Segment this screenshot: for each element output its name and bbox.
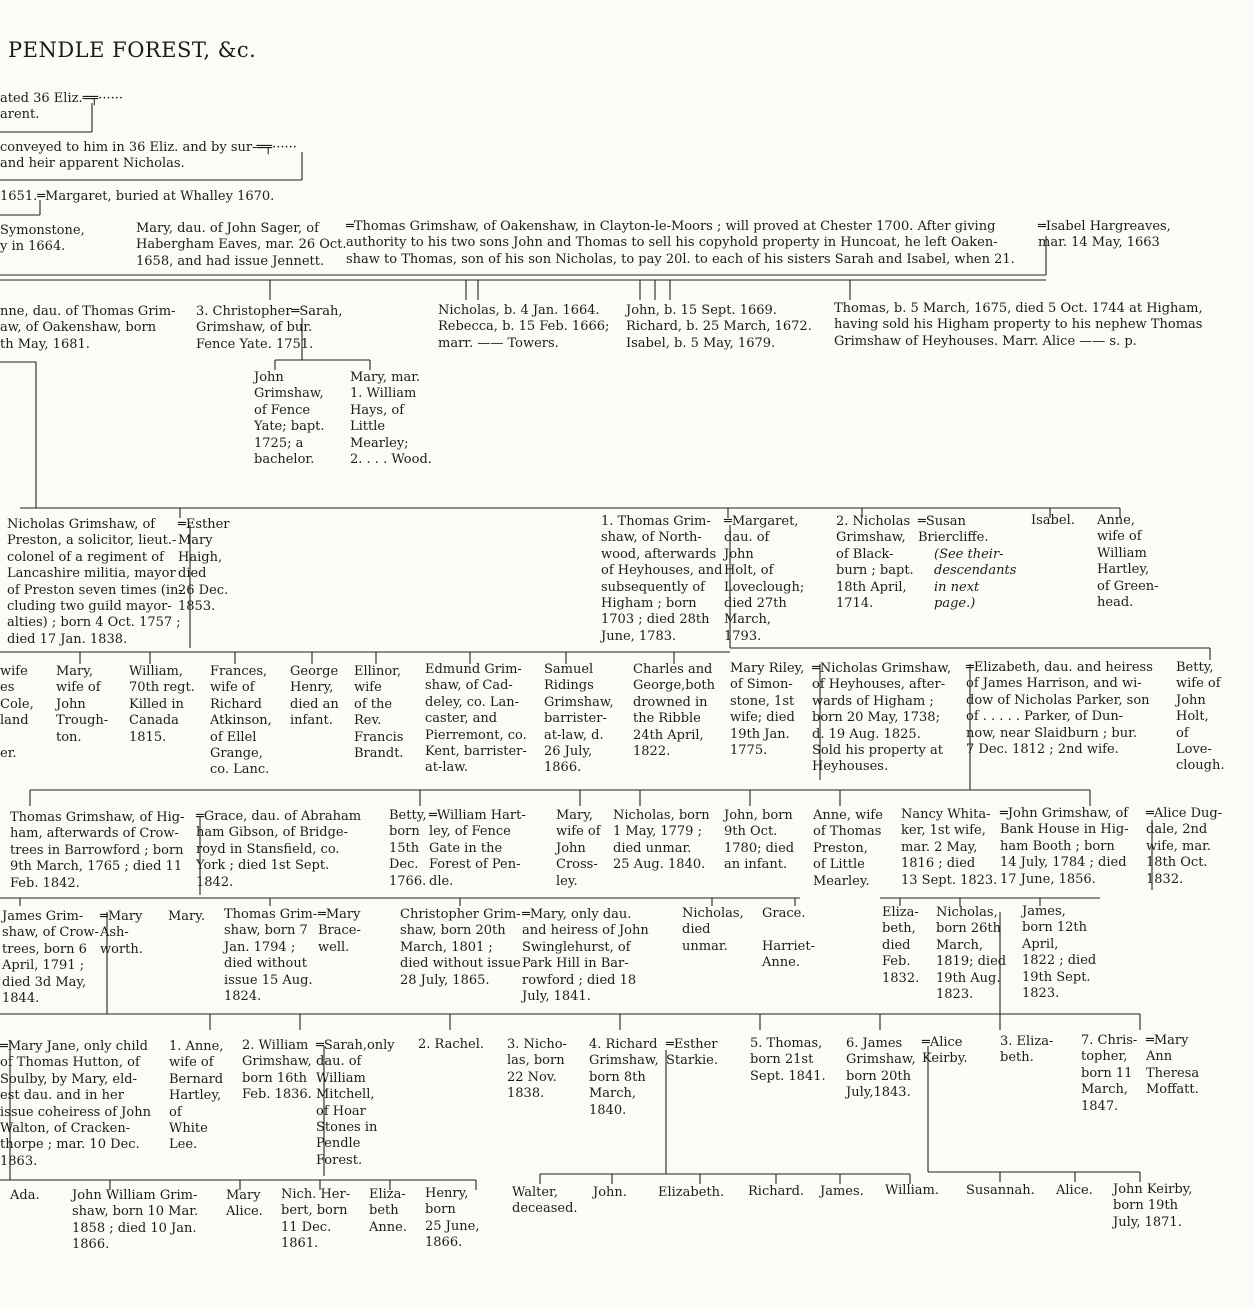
entry-richard-1840: 4. Richard Grimshaw, born 8th March, 1840.: [589, 1037, 659, 1118]
entry-mary-ann-moffatt: ═Mary Ann Theresa Moffatt.: [1146, 1033, 1200, 1098]
entry-richard: Richard.: [748, 1184, 805, 1199]
entry-anne-dau-thomas: nne, dau. of Thomas Grim- aw, of Oakenshaw, born th May, 1681.: [0, 304, 176, 352]
entry-william-hartley: ═William Hart- ley, of Fence Gate in the Forest of Pen- dle.: [429, 808, 526, 889]
entry-mary-jane-hutton: ═Mary Jane, only child of Thomas Hutton, of Soulby, by Mary, eld- est dau. and in her issue coheiress of John Walton, of Cracken- thorpe ; mar. 10 Dec. 1863.: [0, 1039, 151, 1169]
entry-conveyed-36-eliz: conveyed to him in 36 Eliz. and by sur-═╤······ and heir apparent Nicholas.: [0, 140, 297, 172]
entry-john-1780: John, born 9th Oct. 1780; died an infant.: [724, 808, 795, 873]
entry-elizabeth-harrison: ═Elizabeth, dau. and heiress of James Harrison, and wi- dow of Nicholas Parker, son of . . . . . Parker, of Dun- now, near Slaidburn ; bur. 7 Dec. 1812 ; 2nd wife.: [966, 660, 1153, 758]
entry-nicholas-1838: 3. Nicho- las, born 22 Nov. 1838.: [507, 1037, 567, 1102]
entry-alice-dugdale: ═Alice Dug- dale, 2nd wife, mar. 18th Oct. 1832.: [1146, 806, 1223, 887]
entry-isabel: Isabel.: [1031, 513, 1075, 528]
entry-mary: Mary.: [168, 909, 206, 924]
entry-mary-riley: Mary Riley, of Simon- stone, 1st wife; died 19th Jan. 1775.: [730, 661, 805, 759]
entry-anne-bernard-hartley: 1. Anne, wife of Bernard Hartley, of White Lee.: [169, 1039, 224, 1153]
entry-william-1836: 2. William Grimshaw, born 16th Feb. 1836.: [242, 1038, 312, 1103]
entry-thomas-1841: 5. Thomas, born 21st Sept. 1841.: [750, 1036, 826, 1084]
entry-john-bank-house: ═John Grimshaw, of Bank House in Hig- ham Booth ; born 14 July, 1784 ; died 17 June, 1856.: [1000, 806, 1129, 887]
entry-john-1669: John, b. 15 Sept. 1669. Richard, b. 25 March, 1672. Isabel, b. 5 May, 1679.: [626, 303, 812, 351]
entry-mary-ashworth: ═Mary Ash- worth.: [100, 909, 143, 957]
entry-nicholas-1779: Nicholas, born 1 May, 1779 ; died unmar. 25 Aug. 1840.: [613, 808, 710, 873]
entry-wife-cole: wife es Cole, land er.: [0, 664, 34, 762]
entry-anne-preston: Anne, wife of Thomas Preston, of Little Mearley.: [813, 808, 883, 889]
entry-susannah: Susannah.: [966, 1183, 1035, 1198]
entry-sarah-mitchell: ═Sarah,only dau. of William Mitchell, of Hoar Stones in Pendle Forest.: [316, 1038, 395, 1168]
entry-mary-troughton: Mary, wife of John Trough- ton.: [56, 664, 109, 745]
entry-mary-crossley: Mary, wife of John Cross- ley.: [556, 808, 601, 889]
entry-john-fence-yate: John Grimshaw, of Fence Yate; bapt. 1725; a bachelor.: [254, 370, 325, 468]
note-see-next-page: (See their- descendants in next page.): [934, 547, 1017, 612]
entry-top-36-eliz: ated 36 Eliz.═╤······ arent.: [0, 91, 124, 123]
entry-grace-gibson: ═Grace, dau. of Abraham ham Gibson, of Bridge- royd in Stansfield, co. York ; died 1st Sept. 1842.: [196, 809, 362, 890]
entry-symonstone: Symonstone, y in 1664.: [0, 223, 85, 255]
entry-betty-1766: Betty, born 15th Dec. 1766.: [389, 808, 427, 889]
entry-thomas-oakenshaw: ═Thomas Grimshaw, of Oakenshaw, in Clayton-le-Moors ; will proved at Chester 1700. After giving authority to his two sons John and Thomas to sell his copyhold property in Huncoat, he left Oaken- shaw to Thomas, son of his son Nicholas, to pay 20l. to each of his sisters Sarah and Isabel, when 21.: [346, 219, 1015, 267]
entry-frances: Frances, wife of Richard Atkinson, of Ellel Grange, co. Lanc.: [210, 664, 272, 778]
entry-nicholas-unmar: Nicholas, died unmar.: [682, 906, 744, 954]
entry-john-keirby: John Keirby, born 19th July, 1871.: [1113, 1182, 1193, 1230]
entry-nicholas-1819: Nicholas, born 26th March, 1819; died 19th Aug. 1823.: [936, 905, 1007, 1003]
entry-james-crowtrees: James Grim- shaw, of Crow- trees, born 6 April, 1791 ; died 3d May, 1844.: [2, 909, 99, 1007]
entry-thomas-1794: Thomas Grim- shaw, born 7 Jan. 1794 ; died without issue 15 Aug. 1824.: [224, 907, 318, 1005]
entry-alice-keirby: ═Alice Keirby.: [922, 1035, 968, 1067]
entry-nicholas-preston: Nicholas Grimshaw, of Preston, a solicitor, lieut.- colonel of a regiment of Lancashire militia, mayor of Preston seven times (in- cluding two guild mayor- alties) ; born 4 Oct. 1757 ; died 17 Jan. 1838.: [7, 517, 183, 647]
entry-grace-harriet: Grace. Harriet- Anne.: [762, 906, 815, 971]
entry-elizabeth-3: 3. Eliza- beth.: [1000, 1034, 1054, 1066]
entry-christopher-fence-yate: 3. Christopher═Sarah, Grimshaw, of bur. Fence Yate. 1751.: [196, 304, 343, 352]
entry-john-william: John William Grim- shaw, born 10 Mar. 1858 ; died 10 Jan. 1866.: [72, 1188, 199, 1253]
page-title: PENDLE FOREST, &c.: [8, 38, 257, 62]
entry-susan-briercliffe: ═Susan Briercliffe.: [918, 514, 989, 546]
entry-nich-herbert: Nich. Her- bert, born 11 Dec. 1861.: [281, 1187, 351, 1252]
entry-ellinor: Ellinor, wife of the Rev. Francis Brandt.: [354, 664, 404, 762]
entry-rachel: 2. Rachel.: [418, 1037, 485, 1052]
entry-esther-haigh: ═Esther Mary Haigh, died 26 Dec. 1853.: [178, 517, 230, 615]
entry-thomas-crowtrees: Thomas Grimshaw, of Hig- ham, afterwards of Crow- trees in Barrowford ; born 9th March, 1765 ; died 11 Feb. 1842.: [10, 810, 185, 891]
entry-james-1822: James, born 12th April, 1822 ; died 19th Sept. 1823.: [1022, 904, 1097, 1002]
entry-george-henry: George Henry, died an infant.: [290, 664, 339, 729]
entry-nicholas-heyhouses: ═Nicholas Grimshaw, of Heyhouses, after- wards of Higham ; born 20 May, 1738; d. 19 Aug. 1825. Sold his property at Heyhouses.: [812, 661, 952, 775]
entry-betty-holt: Betty, wife of John Holt, of Love- clough.: [1176, 660, 1225, 774]
entry-mary-hays: Mary, mar. 1. William Hays, of Little Mearley; 2. . . . Wood.: [350, 370, 432, 468]
entry-mary-swinglehurst: ═Mary, only dau. and heiress of John Swinglehurst, of Park Hill in Bar- rowford ; died 18 July, 1841.: [522, 907, 649, 1005]
entry-esther-starkie: ═Esther Starkie.: [666, 1037, 718, 1069]
entry-charles-george: Charles and George,both drowned in the Ribble 24th April, 1822.: [633, 662, 716, 760]
entry-thomas-1675: Thomas, b. 5 March, 1675, died 5 Oct. 1744 at Higham, having sold his Higham property to his nephew Thomas Grimshaw of Heyhouses. Marr. Alice —— s. p.: [834, 301, 1203, 349]
entry-james: James.: [820, 1184, 864, 1199]
entry-alice: Alice.: [1056, 1183, 1093, 1198]
entry-elizabeth: Elizabeth.: [658, 1185, 725, 1200]
entry-nicholas-blackburn: 2. Nicholas Grimshaw, of Black- burn ; bapt. 18th April, 1714.: [836, 514, 914, 612]
entry-margaret-holt: ═Margaret, dau. of John Holt, of Loveclough; died 27th March, 1793.: [724, 514, 805, 644]
entry-1651-margaret: 1651.═Margaret, buried at Whalley 1670.: [0, 189, 275, 204]
entry-christopher-1801: Christopher Grim- shaw, born 20th March, 1801 ; died without issue 28 July, 1865.: [400, 907, 521, 988]
entry-elizabeth-anne: Eliza- beth Anne.: [369, 1187, 407, 1235]
entry-mary-bracewell: ═Mary Brace- well.: [318, 907, 361, 955]
entry-ada: Ada.: [10, 1188, 40, 1203]
entry-nicholas-1664: Nicholas, b. 4 Jan. 1664. Rebecca, b. 15 Feb. 1666; marr. —— Towers.: [438, 303, 610, 351]
entry-walter: Walter, deceased.: [512, 1185, 578, 1217]
entry-henry: Henry, born 25 June, 1866.: [425, 1186, 480, 1251]
entry-william: William.: [885, 1183, 939, 1198]
entry-nancy-whitaker: Nancy Whita- ker, 1st wife, mar. 2 May, 1816 ; died 13 Sept. 1823.: [901, 807, 998, 888]
entry-mary-alice: Mary Alice.: [226, 1188, 263, 1220]
entry-mary-sager: Mary, dau. of John Sager, of Habergham Eaves, mar. 26 Oct. 1658, and had issue Jennett.: [136, 221, 347, 269]
entry-thomas-northwood: 1. Thomas Grim- shaw, of North- wood, afterwards of Heyhouses, and subsequently of Higham ; born 1703 ; died 28th June, 1783.: [601, 514, 723, 644]
entry-john: John.: [593, 1185, 627, 1200]
entry-anne-hartley: Anne, wife of William Hartley, of Green- head.: [1097, 513, 1159, 611]
entry-isabel-hargreaves: ═Isabel Hargreaves, mar. 14 May, 1663: [1038, 219, 1171, 251]
entry-william-70th: William, 70th regt. Killed in Canada 1815.: [129, 664, 195, 745]
entry-christopher-1847: 7. Chris- topher, born 11 March, 1847.: [1081, 1033, 1138, 1114]
entry-james-1843: 6. James Grimshaw, born 20th July,1843.: [846, 1036, 916, 1101]
entry-samuel: Samuel Ridings Grimshaw, barrister- at-law, d. 26 July, 1866.: [544, 662, 614, 776]
entry-edmund: Edmund Grim- shaw, of Cad- deley, co. Lan- caster, and Pierremont, co. Kent, barrister- at-law.: [425, 662, 527, 776]
entry-elizabeth-1832: Eliza- beth, died Feb. 1832.: [882, 905, 920, 986]
